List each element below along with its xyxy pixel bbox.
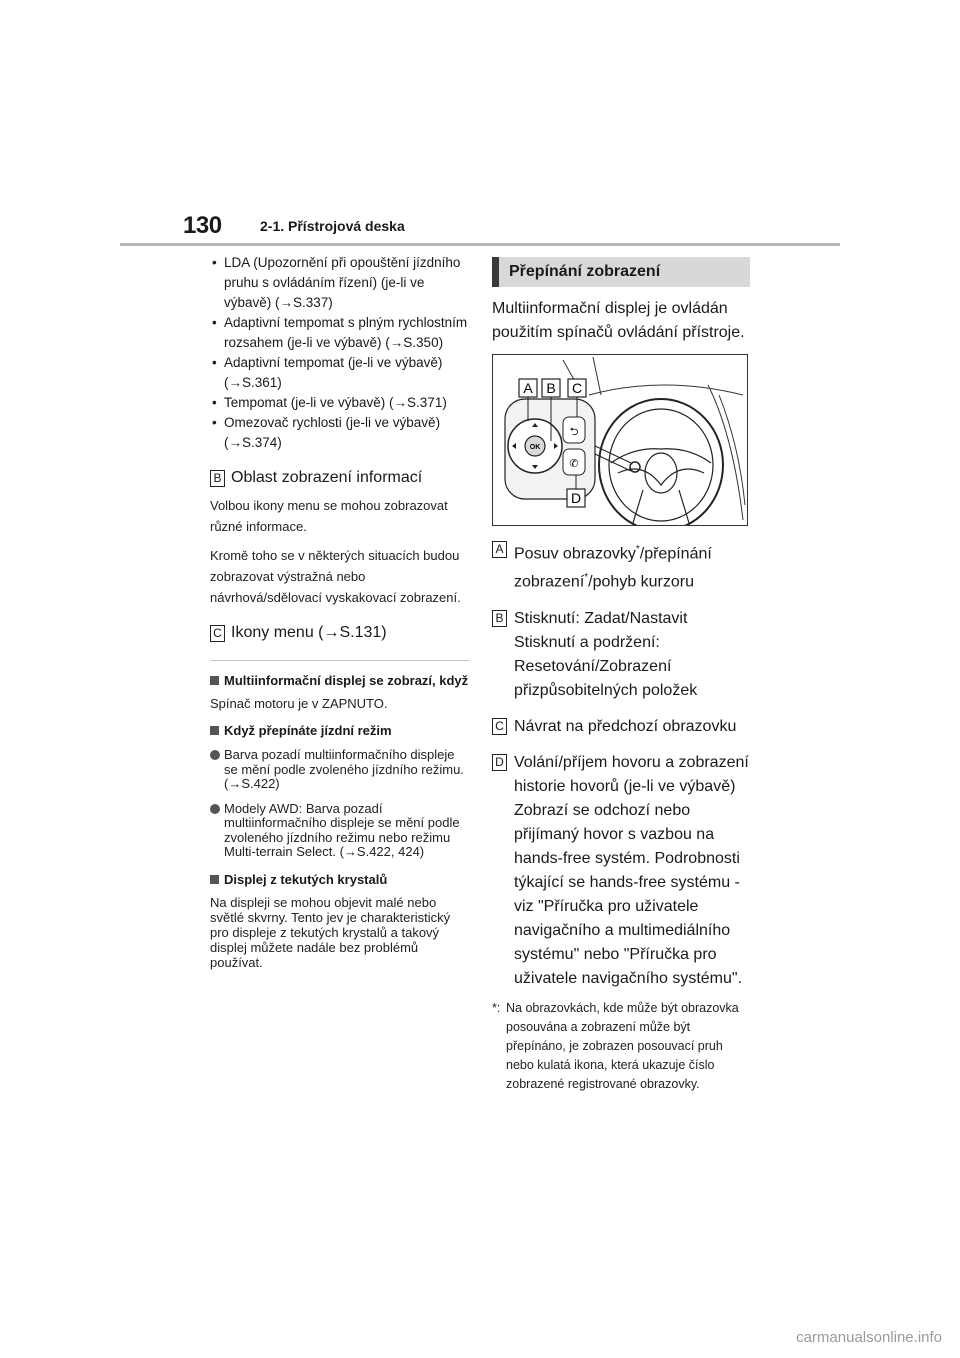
paragraph: Kromě toho se v některých situacích budou zobrazovat výstražná nebo návrhová/sdělovací vyskakovací zobrazení. [210,548,461,605]
list-item: • Tempomat (je-li ve výbavě) (→S.371) [210,393,470,413]
label-c [210,624,470,642]
tag-b: B [492,610,507,627]
header-rule [120,243,840,246]
list-item: • LDA (Upozornění při opouštění jízdního pruhu s ovládáním řízení) (je-li ve výbavě) (→S.337) [210,253,470,313]
tag-b: B [210,470,225,487]
tag-d: D [492,754,507,771]
ok-label: OK [529,444,541,451]
square-bullet-icon [210,875,219,884]
label-b [210,469,470,487]
label-c-text: Ikony menu (→S.131) [231,624,387,641]
divider [210,660,470,661]
note-heading [210,673,470,688]
svg-text:✆: ✆ [569,457,579,470]
circle-bullet-icon [210,750,220,760]
note-body: Spínač motoru je v ZAPNUTO. [210,696,388,711]
callout-b: B [546,380,556,396]
left-column [210,253,470,970]
list-item: • Adaptivní tempomat (je-li ve výbavě) (→S.361) [210,353,470,393]
circle-bullet-icon [210,804,220,814]
section-title: 2-1. Přístrojová deska [260,218,405,234]
page-number: 130 [183,212,222,239]
tag-c: C [210,625,225,642]
section-heading: Přepínání zobrazení [492,257,750,287]
footnote [492,999,750,1094]
list-item: • Omezovač rychlosti (je-li ve výbavě) (→S.374) [210,413,470,453]
footer-watermark: carmanualsonline.info [796,1329,942,1346]
note-heading-text: Displej z tekutých krystalů [224,871,388,887]
svg-text:⮌: ⮌ [569,425,579,438]
note-item [210,748,470,792]
note-heading-text: Multiinformační displej se zobrazí, když [224,673,469,688]
note-heading [210,723,470,738]
steering-wheel-illustration [492,354,748,526]
item-b-text: Stisknutí: Zadat/Nastavit Stisknutí a podržení: Resetování/Zobrazení přizpůsobitelných položek [514,609,698,699]
note-item-text: Barva pozadí multiinformačního displeje se mění podle zvoleného jízdního režimu. (→S.422) [224,747,464,791]
intro-text: Multiinformační displej je ovládán použitím spínačů ovládání přístroje. [492,300,745,341]
tag-c: C [492,718,507,735]
item-d-text: Volání/příjem hovoru a zobrazení historie hovorů (je-li ve výbavě) Zobrazí se odchozí nebo přijímaný hovor s vazbou na hands-free systém. Podrobnosti týkající se hands-free systému - viz "Příručka pro uživatele navigačního a multimediálního systému" nebo "Příručka pro uživatele navigačního systému". [514,753,749,987]
item-c [492,715,750,739]
footnote-text: Na obrazovkách, kde může být obrazovka posouvána a zobrazení může být přepínáno, je zobrazen posouvací pruh nebo kulatá ikona, která ukazuje číslo zobrazené registrované obrazovky. [506,1000,739,1091]
item-c-text: Návrat na předchozí obrazovku [514,717,737,735]
note-heading-text: Když přepínáte jízdní režim [224,723,392,738]
callout-d: D [570,490,582,506]
steering-wheel-icon [493,355,747,525]
item-a-text: Posuv obrazovky*/přepínání zobrazení*/pohyb kurzoru [514,544,712,591]
paragraph: Volbou ikony menu se mohou zobrazovat různé informace. [210,498,448,534]
label-b-text: Oblast zobrazení informací [231,469,423,486]
callout-a: A [523,380,533,396]
note-item-text: Modely AWD: Barva pozadí multiinformačního displeje se mění podle zvoleného jízdního režimu nebo režimu Multi-terrain Select. (→S.422, 424) [224,800,460,859]
item-a [492,538,750,595]
note-body: Na displeji se mohou objevit malé nebo světlé skvrny. Tento jev je charakteristický pro displeje z tekutých krystalů a takový displej můžete nadále bez problémů používat. [210,894,451,970]
right-column [492,257,750,1094]
feature-list [210,253,470,453]
note-item [210,802,470,860]
footnote-mark: *: [492,1000,501,1015]
item-b [492,607,750,703]
callout-c: C [571,380,583,396]
list-item: • Adaptivní tempomat s plným rychlostním rozsahem (je-li ve výbavě) (→S.350) [210,313,470,353]
square-bullet-icon [210,726,219,735]
item-d [492,751,750,991]
square-bullet-icon [210,676,219,685]
tag-a: A [492,541,507,558]
note-heading [210,872,470,887]
